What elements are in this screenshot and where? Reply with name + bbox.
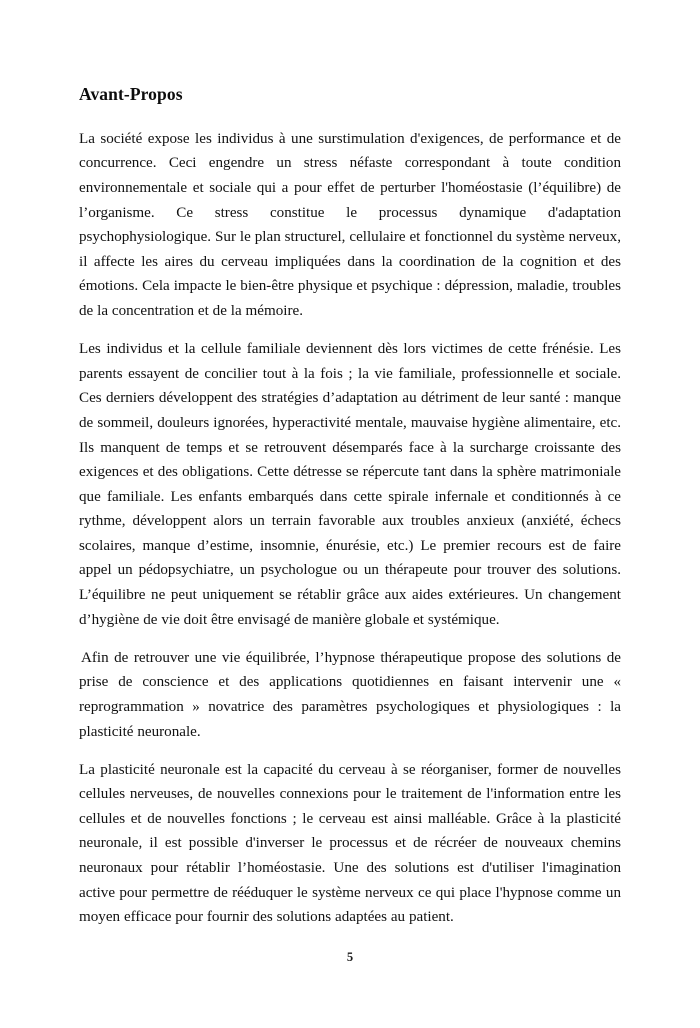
paragraph-2: Les individus et la cellule familiale deviennent dès lors victimes de cette frénésie. Les parents essayent de concilier tout à la fois ; la vie familiale, professionnelle et sociale. Ces derniers développent des stratégies d’adaptation au détriment de leur santé : manque de sommeil, douleurs ignorées, hyperactivité mentale, mauvaise hygiène alimentaire, etc. Ils manquent de temps et se retrouvent désemparés face à la surcharge croissante des exigences et des obligations. Cette détresse se répercute tant dans la sphère matrimoniale que familiale. Les enfants embarqués dans cette spirale infernale et conditionnés à ce rythme, développent alors un terrain favorable aux troubles anxieux (anxiété, échecs scolaires, manque d’estime, insomnie, énurésie, etc.) Le premier recours est de faire appel un pédopsychiatre, un psychologue ou un thérapeute pour trouver des solutions. L’équilibre ne peut uniquement se rétablir grâce aux aides extérieures. Un changement d’hygiène de vie doit être envisagé de manière globale et systémique. — [79, 341, 621, 628]
paragraph-3: Afin de retrouver une vie équilibrée, l’hypnose thérapeutique propose des solutions de prise de conscience et des applications quotidiennes en faisant intervenir une « reprogrammation » novatrice des paramètres psychologiques et physiologiques : la plasticité neuronale. — [79, 649, 621, 740]
paragraph-1: La société expose les individus à une surstimulation d'exigences, de performance et de concurrence. Ceci engendre un stress néfaste correspondant à toute condition environnementale et sociale qui a pour effet de perturber l'homéostasie (l’équilibre) de l’organisme. Ce stress constitue le processus dynamique d'adaptation psychophysiologique. Sur le plan structurel, cellulaire et fonctionnel du système nerveux, il affecte les aires du cerveau impliquées dans la coordination de la cognition et des émotions. Cela impacte le bien-être physique et psychique : dépression, maladie, troubles de la concentration et de la mémoire. — [79, 130, 621, 320]
page-title: Avant-Propos — [79, 84, 183, 104]
paragraph-4: La plasticité neuronale est la capacité du cerveau à se réorganiser, former de nouvelles cellules nerveuses, de nouvelles connexions pour le traitement de l'information entre les cellules et de nouvelles fonctions ; le cerveau est ainsi malléable. Grâce à la plasticité neuronale, il est possible d'inverser le processus et de récréer de nouveaux chemins neuronaux pour rétablir l’homéostasie. Une des solutions est d'utiliser l'imagination active pour permettre de rééduquer le système nerveux ce qui place l'hypnose comme un moyen efficace pour fournir des solutions adaptées au patient. — [79, 761, 621, 926]
page-content — [79, 84, 621, 930]
page-number: 5 — [346, 950, 354, 964]
